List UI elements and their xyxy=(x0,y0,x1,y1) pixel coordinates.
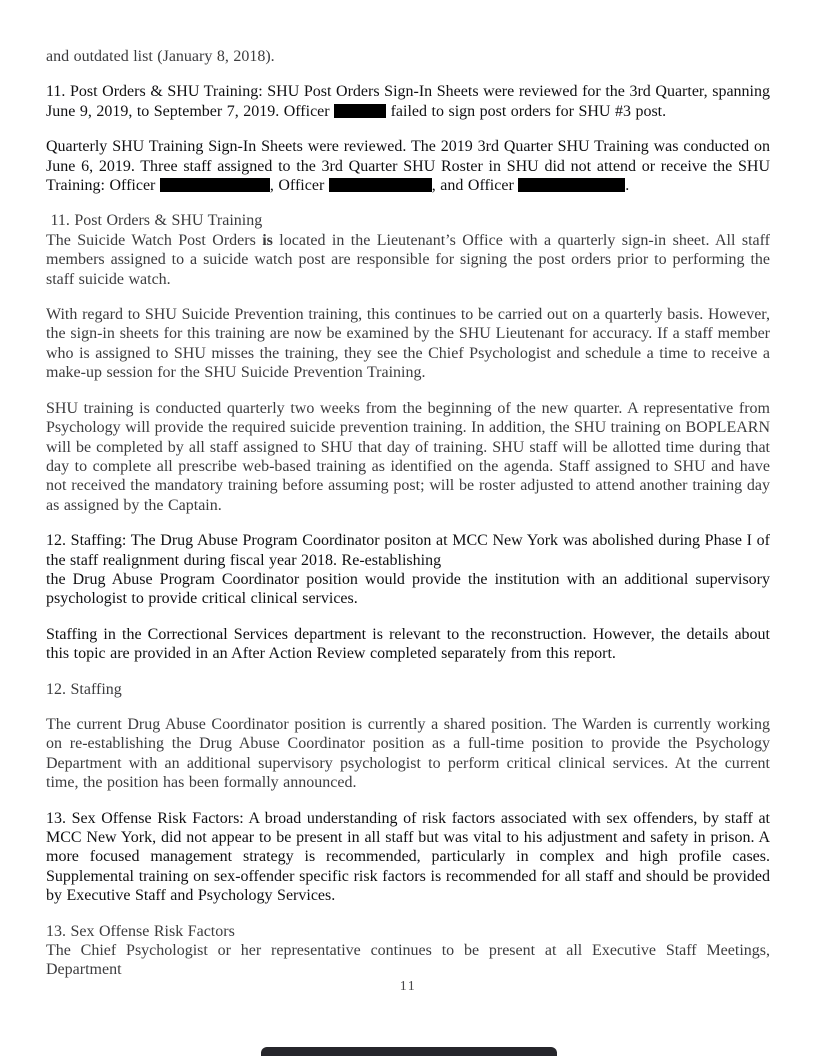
pdf-viewer-toolbar-edge[interactable] xyxy=(261,1047,557,1056)
paragraph-question xyxy=(46,809,770,906)
redaction-box xyxy=(518,178,625,192)
bold-text-run: is xyxy=(262,231,273,249)
text-run: and outdated list (January 8, 2018). xyxy=(46,48,275,65)
paragraph-response xyxy=(46,305,770,383)
document-content xyxy=(46,47,770,996)
text-run: 13. Sex Offense Risk Factors xyxy=(46,922,235,940)
page-number: 11 xyxy=(399,979,417,994)
text-run: The Suicide Watch Post Orders xyxy=(46,231,263,249)
text-run: 11. Post Orders & SHU Training: SHU Post Orders Sign-In Sheets were reviewed for the 3rd Quarter, spanning June 9, 2019, to September 7, 2019. Officer xyxy=(46,83,770,120)
redaction-box xyxy=(160,178,270,192)
text-run: 12. Staffing: The Drug Abuse Program Coordinator positon at MCC New York was abolished during Phase I of the staff realignment during fiscal year 2018. Re-establishing xyxy=(46,532,770,569)
paragraph-response xyxy=(46,47,770,66)
redaction-box xyxy=(329,178,432,192)
text-run: 13. Sex Offense Risk Factors: A broad understanding of risk factors associated with sex offenders, by staff at MCC New York, did not appear to be present in all staff but was vital to his adjustment and safety in prison. A more focused management strategy is recommended, particularly in complex and high profile cases. Supplemental training on sex-offender specific risk factors is recommended for all staff and should be provided by Executive Staff and Psychology Services. xyxy=(46,809,770,905)
paragraph-question xyxy=(46,625,770,664)
paragraph-question xyxy=(46,137,770,195)
text-run: , and Officer xyxy=(431,177,519,195)
text-run: Quarterly SHU Training Sign-In Sheets were reviewed. The 2019 3rd Quarter SHU Training was conducted on June 6, 2019. Three staff assigned to the 3rd Quarter SHU Roster in SHU did not attend or receive the SHU Training: Officer xyxy=(46,138,770,195)
text-run: , Officer xyxy=(269,177,329,195)
text-run: the Drug Abuse Program Coordinator position would provide the institution with an additional supervisory psychologist to provide critical clinical services. xyxy=(46,570,770,608)
text-run: 12. Staffing xyxy=(46,680,122,698)
paragraph-response xyxy=(46,715,770,793)
text-run: Staffing in the Correctional Services department is relevant to the reconstruction. However, the details about this topic are provided in an After Action Review completed separately from this report. xyxy=(46,625,770,663)
paragraph-response xyxy=(46,922,770,980)
text-run: SHU training is conducted quarterly two weeks from the beginning of the new quarter. A representative from Psychology will provide the required suicide prevention training. In addition, the SHU training on BOPLEARN will be completed by all staff assigned to SHU that day of training. SHU staff will be allotted time during that day to complete all prescribe web-based training as identified on the agenda. Staff assigned to SHU and have not received the mandatory training before assuming post; will be roster adjusted to attend another training day as assigned by the Captain. xyxy=(46,399,770,514)
paragraph-response xyxy=(46,211,770,289)
text-run: The Chief Psychologist or her representative continues to be present at all Executive Staff Meetings, Department xyxy=(46,942,770,979)
text-run: located in the Lieutenant’s Office with a quarterly sign-in sheet. All staff members assigned to a suicide watch post are responsible for signing the post orders prior to performing the staff suicide watch. xyxy=(46,231,770,288)
text-run: failed to sign post orders for SHU #3 post. xyxy=(386,102,667,120)
paragraph-question xyxy=(46,82,770,121)
paragraph-response xyxy=(46,680,770,699)
text-run: The current Drug Abuse Coordinator position is currently a shared position. The Warden is currently working on re-establishing the Drug Abuse Coordinator position as a full-time position to provide the Psychology Department with an additional supervisory psychologist to perform critical clinical services. At the current time, the position has been formally announced. xyxy=(46,715,770,792)
paragraph-question xyxy=(46,531,770,609)
redaction-box xyxy=(334,104,386,118)
text-run: 11. Post Orders & SHU Training xyxy=(46,212,263,230)
paragraph-response xyxy=(46,399,770,515)
text-run: With regard to SHU Suicide Prevention training, this continues to be carried out on a quarterly basis. However, the sign-in sheets for this training are now be examined by the SHU Lieutenant for accuracy. If a staff member who is assigned to SHU misses the training, they see the Chief Psychologist and schedule a time to receive a make-up session for the SHU Suicide Prevention Training. xyxy=(46,306,770,382)
text-run: . xyxy=(625,177,630,195)
